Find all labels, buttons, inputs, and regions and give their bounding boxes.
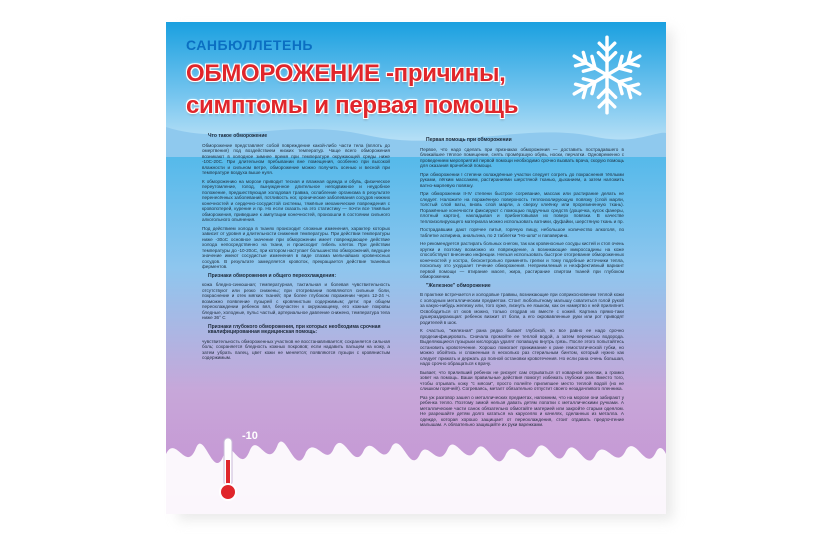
paragraph: Обморожение представляет собой повреждение какой-либо части тела (вплоть до омертвения) под воздействием низких температур. Чаще всего обморожения возникают в холодное зимнее время при температуре окружающей среды ниже -10С-20С. При длительном пребывании вне помещения, особенно при высокой влажности и сильном ветре, обморожение можно получить осенью и весной при температуре воздуха выше нуля. [202,142,390,175]
paragraph: чувствительность обмороженных участков не восстанавливается; сохраняется сильная боль; сохраняется бледность кожных покровов; если надавить пальцем на кожу, а затем убрать палец, цвет кожи не меняется; появляются пузыри с кровянистым содержимым. [202,338,390,360]
thermometer-icon [208,434,248,504]
paragraph: К обморожению на морозе приводит тесная и влажная одежда и обувь, физическое переутомление, голод, вынужденное длительное неподвижное и неудобное положение, предшествующая холодовая травма, ослабление организма в результате перенесённых заболеваний, потливость ног, хронические заболевания сосудов нижних конечностей и сердечно-сосудистой системы, тяжёлые механические повреждения с кровопотерей, курение и пр. Но если сказать на это статистику — почти все тяжёлые обморожения, приведшие к ампутации конечностей, произошли в состоянии сильного алкогольного опьянения. [202,178,390,222]
section-heading: Первая помощь при обморожении [426,137,512,143]
paragraph: Раз уж разговор зашел о металлических предметах, напомним, что на морозе они забирают у ребенка тепло. Поэтому зимой нельзя давать детям лопатки с металлическими ручками. А металлические части санок обязательно обмотайте материей или закройте старым одеялом. Не разрешайте детям долго кататься на каруселях и качелях, сделанных из металла. А одежде, которая хорошо защищает от переохлаждения, стоит отдавать предпочтение малышам. А обязательно защищайте их руки варежками. [420,394,624,427]
paragraph: При обморожении I степени охлаждённые участки следует согреть до покраснения тёплыми руками, лёгким массажем, растираниями шерстяной тканью, дыханием, а затем наложить ватно-марлевую повязку. [420,171,624,188]
paragraph: При обморожении II-IV степени быстрое согревание, массаж или растирание делать не следует. Наложите на поражённую поверхность теплоизолирующую повязку (слой марли, толстый слой ваты, вновь слой марли, а сверху клеёнку или прорезиненную ткань). Поражённые конечности фиксируют с помощью подручных средств (дощечка, кусок фанеры, плотный картон), накладывая и прибинтовывая их поверх повязки. В качестве теплоизолирующего материала можно использовать ватники, фуфайки, шерстяную ткань и пр. [420,191,624,224]
paragraph: К счастью, "железная" рана редко бывает глубокой, но все равно ее надо срочно продезинфицировать. Сначала промойте ее теплой водой, а затем перекисью водорода. Выделяющиеся пузырьки кислорода удалят попавшую внутрь грязь. После этого попытайтесь остановить кровотечение. Хорошо помогает прижимание к ране гемостатической губки, но можно обойтись и сложенным в несколько раз стерильным бинтом, который нужно как следует прижать и держать до полной остановки кровотечения. Но если рана очень большая, надо срочно обращаться к врачу. [420,328,624,366]
right-column [420,134,624,431]
title-line-1: ОБМОРОЖЕНИЕ -причины, [186,60,506,87]
section-heading: Признаки обморожения и общего переохлаждения: [208,272,336,279]
sanitary-bulletin-board [166,22,666,514]
paragraph: Не рекомендуется растирать больных снегом, так как кровеносные сосуды кистей и стоп очень хрупки и поэтому возможно их повреждение, а возникающие микроссадины на коже способствуют внесению инфекции. Нельзя использовать быстрое отогревание обмороженных конечностей у костра, бесконтрольно применять грелки и тому подобные источники тепла, поскольку это ухудшает течение обморожения. Неприемлемый и неэффективный вариант первой помощи — втирание масел, жира, растирание спиртом тканей при глубоком обморожении. [420,241,624,279]
paragraph: Первое, что надо сделать при признаках обморожения — доставить пострадавшего в ближайшее тёплое помещение, снять промёрзшую обувь, носки, перчатки. Одновременно с проведением мероприятий первой помощи необходимо срочно вызвать врача, скорую помощь для оказания врачебной помощи. [420,146,624,168]
section-heading: Признаки глубокого обморожения, при которых необходима срочная квалифицированная медицинская помощь: [208,323,381,335]
bulletin-label: САНБЮЛЛЕТЕНЬ [186,37,313,53]
page-title [186,58,546,122]
paragraph: В практике встречается и холодовые травмы, возникающие при соприкосновении теплой кожи с холодным металлическим предметом. Стоит любопытному малышу схватиться голой рукой за какую-нибудь железку или, того хуже, лизнуть ее языком, как он намертво к ней прилипнет. Освободиться от оков можно, только отодрав их вместе с кожей. Картина прямо-таки душераздирающая: ребенок визжит от боли, а его окровавленные руки или рот приводят родителей в шок. [420,292,624,325]
paragraph: Пострадавшим дают горячее питьё, горячую пищу, небольшое количество алкоголя, по таблетке аспирина, анальгина, по 2 таблетки "Но-шпа" и папаверина. [420,227,624,238]
temperature-label: -10 [242,430,258,442]
section-heading: Что такое обморожение [208,133,268,139]
paragraph: Под действием холода в тканях происходит сложные изменения, характер которых зависит от уровня и длительности снижения температуры. При действии температуры ниже -30оС основное значение при обморожении имеет повреждающее действие холода непосредственно на ткани, и происходит гибель клеток. При действии температуры до -10-20оС, при котором наступает большинство обморожений, ведущее значение имеют сосудистые изменения в виде спазма мельчайших кровеносных сосудов. В результате замедляется кровоток, прекращается действие тканевых ферментов. [202,225,390,269]
paragraph: кожа бледно-синюшная; температурная, тактильная и болевая чувствительность отсутствуют или резко снижены; при отогревании появляются сильные боли, покраснение и отек мягких тканей; при более глубоком поражении через 12-24 ч. возможно появление пузырей с кровянистым содержимым; дети: при общем переохлаждении ребенок вял, безучастен к окружающему, его кожные покровы бледные, холодные, пульс частый, артериальное давление снижено, температура тела ниже 36° С [202,282,390,320]
paragraph: Бывает, что прилипший ребенок не рискует сам отрываться от коварной железки, а громко зовет на помощь. Ваши правильные действия помогут избежать глубоких ран. Вместо того, чтобы отрывать кожу "с мясом", просто полейте прилипшее место теплой водой (но не слишком горячей!). Согреваясь, металт обязательно отпустит своего незадачливого пленника. [420,369,624,391]
left-column [202,130,390,364]
snowflake-icon [564,30,650,120]
title-line-2: симптомы и первая помощь [186,92,519,119]
section-heading: "Железное" обморожение [426,282,491,289]
